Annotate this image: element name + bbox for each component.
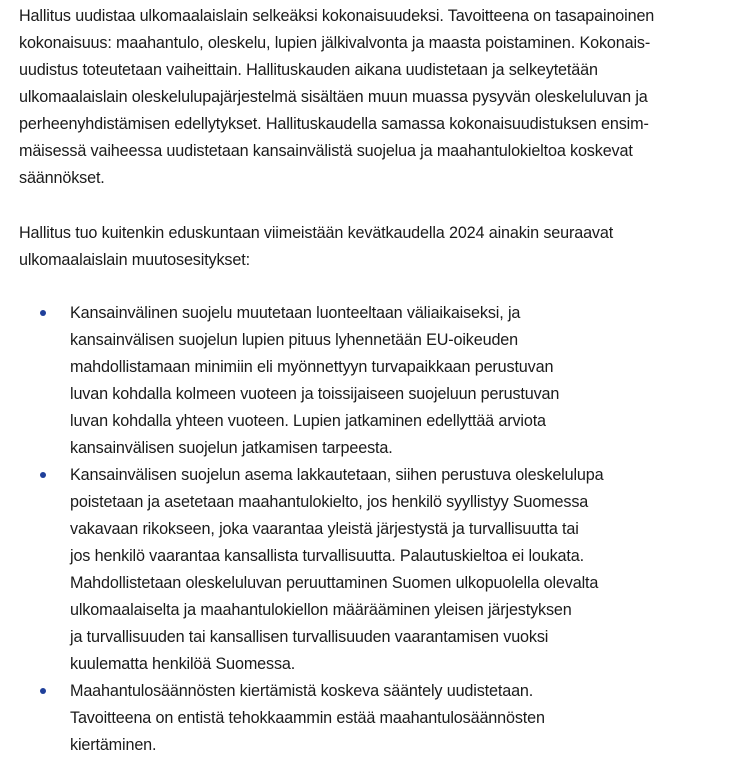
text-line: poistetaan ja asetetaan maahantulokielto, jos henkilö syyllistyy Suomessa — [70, 493, 589, 511]
bullet-dot-icon — [40, 472, 46, 478]
bullet-item-temporary-protection — [0, 300, 733, 462]
text-line: kokonaisuus: maahantulo, oleskelu, lupien jälkivalvonta ja maasta poistaminen. Kokonais- — [19, 34, 651, 52]
intro-paragraph — [19, 3, 719, 192]
bullet-list — [0, 300, 733, 759]
text-line: vakavaan rikokseen, joka vaarantaa yleistä järjestystä ja turvallisuutta tai — [70, 520, 579, 538]
text-line: ulkomaalaislain oleskelulupajärjestelmä sisältäen muun muassa pysyvän oleskeluluvan ja — [19, 88, 648, 106]
text-line: Hallitus uudistaa ulkomaalaislain selkeäksi kokonaisuudeksi. Tavoitteena on tasapainoinen — [19, 7, 655, 25]
bullet-dot-icon — [40, 310, 46, 316]
text-line: mäisessä vaiheessa uudistetaan kansainvälistä suojelua ja maahantulokieltoa koskevat — [19, 142, 633, 160]
text-line: perheenyhdistämisen edellytykset. Hallituskaudella samassa kokonaisuudistuksen ensim- — [19, 115, 649, 133]
text-line: säännökset. — [19, 169, 105, 187]
text-line: ulkomaalaiselta ja maahantulokiellon määrääminen yleisen järjestyksen — [70, 601, 572, 619]
text-line: kuulematta henkilöä Suomessa. — [70, 655, 296, 673]
text-line: Kansainvälinen suojelu muutetaan luonteeltaan väliaikaiseksi, ja — [70, 304, 521, 322]
second-paragraph — [19, 220, 719, 274]
text-line: Hallitus tuo kuitenkin eduskuntaan viimeistään kevätkaudella 2024 ainakin seuraavat — [19, 224, 614, 242]
text-line: luvan kohdalla yhteen vuoteen. Lupien jatkaminen edellyttää arviota — [70, 412, 546, 430]
text-line: ja turvallisuuden tai kansallisen turvallisuuden vaarantamisen vuoksi — [70, 628, 549, 646]
text-line: ulkomaalaislain muutosesitykset: — [19, 251, 250, 269]
text-line: Maahantulosäännösten kiertämistä koskeva sääntely uudistetaan. — [70, 682, 534, 700]
text-line: Mahdollistetaan oleskeluluvan peruuttaminen Suomen ulkopuolella olevalta — [70, 574, 599, 592]
text-line: kansainvälisen suojelun lupien pituus lyhennetään EU-oikeuden — [70, 331, 519, 349]
text-line: kansainvälisen suojelun jatkamisen tarpeesta. — [70, 439, 393, 457]
bullet-item-entry-rules — [0, 678, 733, 759]
text-line: uudistus toteutetaan vaiheittain. Hallituskauden aikana uudistetaan ja selkeytetään — [19, 61, 598, 79]
bullet-dot-icon — [40, 688, 46, 694]
text-line: Tavoitteena on entistä tehokkaammin estää maahantulosäännösten — [70, 709, 545, 727]
bullet-item-status-revocation — [0, 462, 733, 678]
text-line: kiertäminen. — [70, 736, 157, 754]
text-line: Kansainvälisen suojelun asema lakkautetaan, siihen perustuva oleskelulupa — [70, 466, 604, 484]
text-line: jos henkilö vaarantaa kansallista turvallisuutta. Palautuskieltoa ei loukata. — [70, 547, 584, 565]
text-line: luvan kohdalla kolmeen vuoteen ja toissijaiseen suojeluun perustuvan — [70, 385, 560, 403]
text-line: mahdollistamaan minimiin eli myönnettyyn turvapaikkaan perustuvan — [70, 358, 554, 376]
